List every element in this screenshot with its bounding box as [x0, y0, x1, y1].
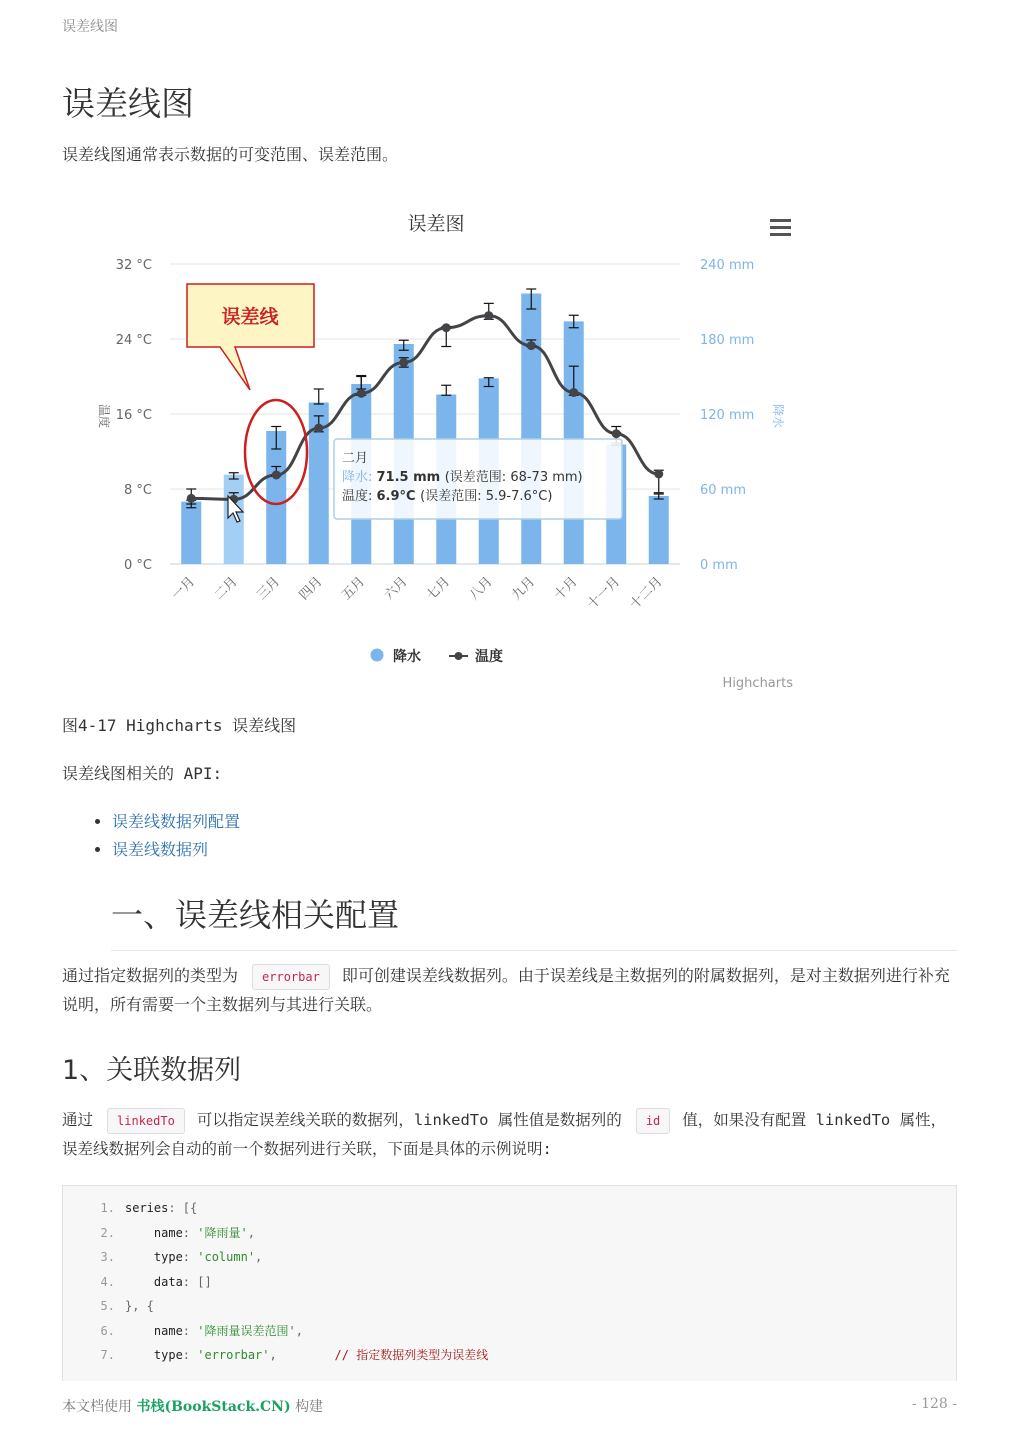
y-right-tick-label: 240 mm [700, 258, 755, 273]
point-temperature [187, 494, 196, 503]
x-tick-label: 五月 [339, 574, 369, 604]
point-temperature [442, 323, 451, 332]
legend-symbol-precipitation [371, 649, 384, 662]
list-item [112, 836, 240, 864]
subsection-title: 1、关联数据列 [62, 1055, 242, 1086]
inline-code-linkedto: linkedTo [107, 1108, 185, 1134]
legend-label-temperature: 温度 [475, 649, 503, 665]
x-tick-label: 十月 [551, 574, 581, 604]
y-left-tick-label: 0 °C [124, 558, 152, 573]
paragraph-linkedto [62, 1106, 957, 1164]
y-right-tick-label: 0 mm [700, 558, 738, 573]
y-right-axis-label: 降水 [771, 403, 785, 429]
code-key: type [125, 1250, 183, 1264]
code-string: '降雨量' [197, 1225, 248, 1240]
annotation-callout [187, 284, 314, 390]
y-left-tick-label: 24 °C [115, 333, 152, 348]
para-text: 通过 [62, 1111, 94, 1129]
point-temperature [612, 429, 621, 438]
code-punct: : [182, 1323, 198, 1338]
bar-precipitation [649, 496, 669, 564]
inline-code-id: id [636, 1108, 670, 1134]
code-line [63, 1343, 488, 1367]
code-punct: : [] [182, 1274, 212, 1289]
code-string: 'errorbar' [197, 1348, 270, 1362]
line-number: 5. [100, 1299, 115, 1313]
code-punct: , [255, 1250, 263, 1264]
list-item [112, 808, 240, 836]
y-right-tick-label: 60 mm [700, 483, 747, 498]
line-number: 1. [100, 1201, 115, 1215]
code-key: type [125, 1348, 183, 1362]
legend-symbol-temperature [455, 652, 463, 660]
line-number: 7. [100, 1348, 115, 1362]
code-key: name [125, 1225, 183, 1240]
legend-label-precipitation: 降水 [393, 649, 421, 665]
code-punct: , [269, 1348, 277, 1362]
chart-svg [80, 200, 800, 700]
footer-credit [62, 1396, 323, 1416]
page-number: - 128 - [911, 1396, 957, 1412]
x-tick-label: 四月 [296, 574, 326, 604]
code-line [63, 1294, 154, 1318]
code-punct: , [247, 1225, 255, 1240]
paragraph-errorbar-type [62, 961, 957, 1019]
x-tick-label: 九月 [509, 574, 539, 604]
x-tick-label: 二月 [211, 574, 241, 604]
line-number: 2. [100, 1225, 115, 1240]
inline-code-errorbar: errorbar [252, 964, 330, 990]
y-left-tick-label: 16 °C [115, 408, 152, 423]
section-title: 一、误差线相关配置 [111, 890, 957, 951]
para-text: 可以指定误差线关联的数据列，linkedTo 属性值是数据列的 [196, 1111, 622, 1129]
point-temperature [314, 424, 323, 433]
code-line [63, 1196, 197, 1220]
code-punct: }, { [125, 1299, 154, 1313]
annotation-label: 误差线 [221, 306, 279, 328]
code-comment: // 指定数据列类型为误差线 [276, 1348, 489, 1362]
api-intro: 误差线图相关的 API: [62, 764, 223, 783]
code-punct: : [182, 1225, 198, 1240]
point-temperature [399, 358, 408, 367]
api-link-errorbar-config[interactable]: 误差线数据列配置 [112, 812, 241, 831]
lead-paragraph: 误差线图通常表示数据的可变范围、误差范围。 [62, 145, 399, 164]
tooltip-precipitation: 降水: 71.5 mm (误差范围: 68-73 mm) [342, 470, 583, 485]
bar-precipitation [224, 475, 244, 564]
code-line [63, 1221, 255, 1245]
x-tick-label: 十一月 [584, 574, 624, 613]
para-text: 值，如果没有配置 linkedTo 属性，误差线数据列会自动的前一个数据列进行关联，下面是具体的示例说明: [62, 1111, 947, 1158]
code-block [62, 1185, 957, 1381]
figure-caption: 图4-17 Highcharts 误差线图 [62, 716, 297, 735]
code-punct: , [295, 1323, 303, 1338]
tooltip-month: 二月 [342, 451, 369, 466]
bar-precipitation [181, 502, 201, 564]
point-temperature [357, 389, 366, 398]
point-temperature [654, 470, 663, 479]
footer-brand-link[interactable]: 书栈(BookStack.CN) [136, 1399, 291, 1415]
point-temperature [272, 470, 281, 479]
error-bar-chart [80, 200, 800, 700]
line-number: 4. [100, 1274, 115, 1289]
para-text: 通过指定数据列的类型为 [62, 966, 239, 985]
code-punct: : [182, 1250, 198, 1264]
code-key: data [125, 1274, 183, 1289]
tooltip-temperature: 温度: 6.9°C (误差范围: 5.9-7.6°C) [342, 489, 553, 504]
point-temperature [527, 341, 536, 350]
x-tick-label: 十二月 [627, 574, 666, 613]
point-temperature [569, 388, 578, 397]
y-left-tick-label: 8 °C [124, 483, 152, 498]
code-line [63, 1245, 262, 1269]
x-tick-label: 六月 [381, 574, 411, 604]
y-right-tick-label: 120 mm [700, 408, 755, 423]
api-link-errorbar-series[interactable]: 误差线数据列 [112, 840, 209, 859]
code-string: 'column' [197, 1250, 256, 1264]
line-number: 3. [100, 1250, 115, 1264]
code-punct: : [{ [168, 1201, 198, 1215]
line-number: 6. [100, 1323, 115, 1338]
chart-title: 误差图 [407, 213, 465, 235]
point-temperature [484, 311, 493, 320]
y-left-tick-label: 32 °C [115, 258, 152, 273]
code-line [63, 1270, 212, 1294]
x-tick-label: 七月 [424, 574, 454, 604]
page-title: 误差线图 [62, 84, 194, 123]
bar-precipitation [521, 294, 541, 565]
x-tick-label: 一月 [169, 574, 199, 604]
bar-precipitation [266, 431, 286, 564]
footer-prefix: 本文档使用 [62, 1399, 132, 1415]
para-text: 即可创建误差线数据列。由于误差线是主数据列的附属数据列，是对主数据列进行补充说明，所有需要一个主数据列与其进行关联。 [62, 966, 950, 1014]
chart-credits: Highcharts [722, 676, 793, 691]
code-punct: : [182, 1348, 198, 1362]
y-left-axis-label: 温度 [97, 403, 111, 429]
code-line [63, 1319, 303, 1343]
footer-suffix: 构建 [295, 1399, 324, 1415]
x-tick-label: 三月 [254, 574, 284, 604]
api-link-list [88, 808, 240, 864]
code-key: series [125, 1201, 169, 1215]
running-head: 误差线图 [62, 19, 118, 35]
code-key: name [125, 1323, 183, 1338]
code-string: '降雨量误差范围' [197, 1323, 296, 1338]
y-right-tick-label: 180 mm [700, 333, 755, 348]
x-tick-label: 八月 [466, 574, 496, 604]
menu-icon[interactable] [770, 219, 791, 236]
